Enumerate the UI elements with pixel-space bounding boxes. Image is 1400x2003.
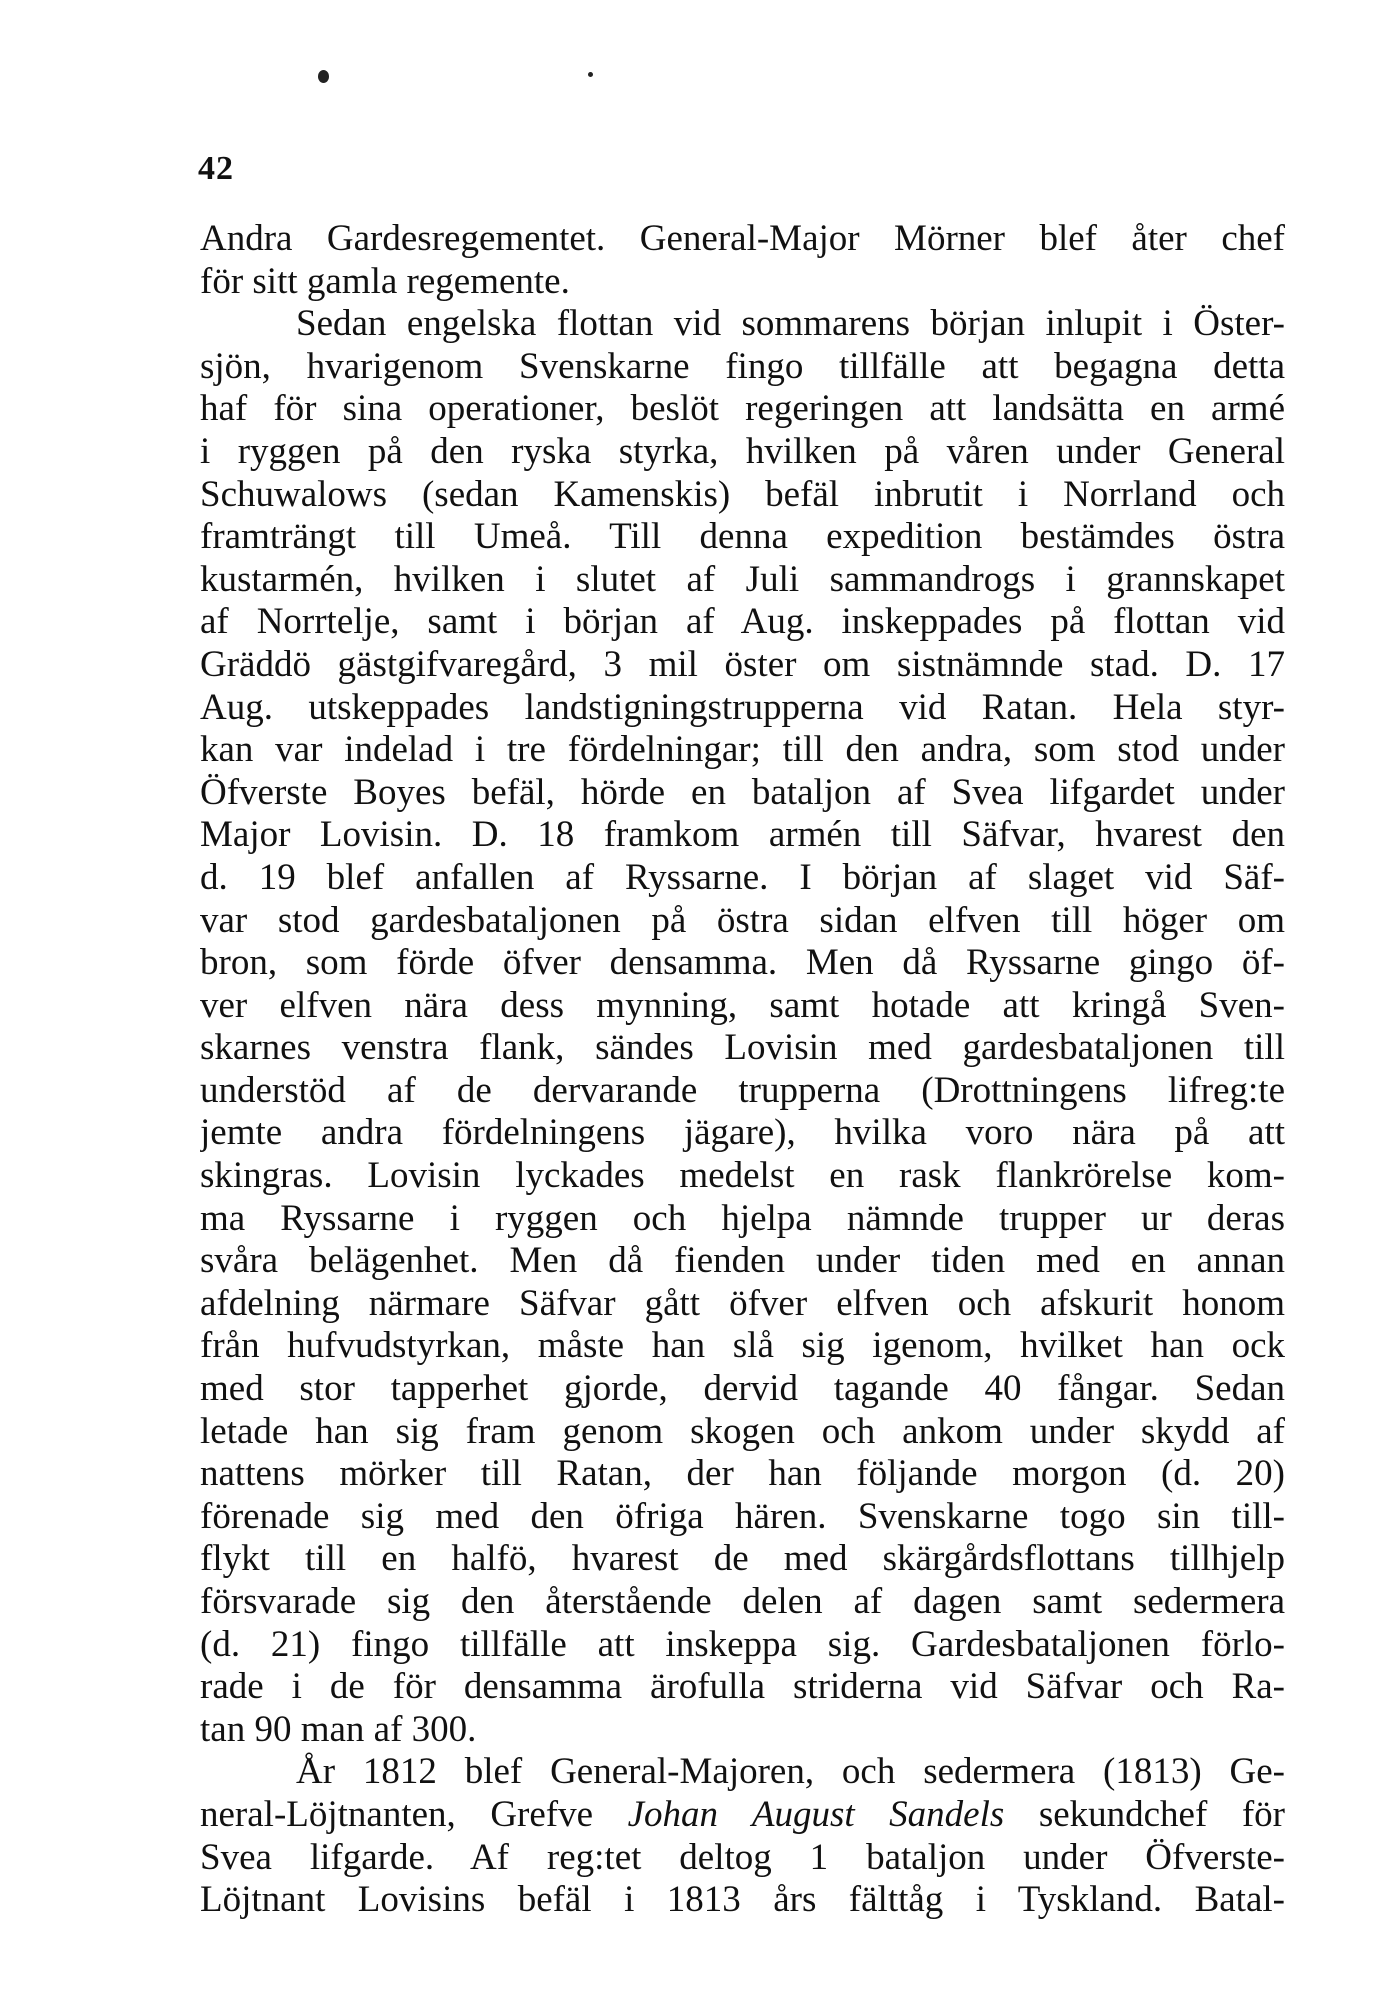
text-line: skingras. Lovisin lyckades medelst en rask flankrörelse kom- bbox=[200, 1155, 1285, 1197]
text-line: svåra belägenhet. Men då fienden under tiden med en annan bbox=[200, 1240, 1285, 1282]
text-line: letade han sig fram genom skogen och ankom under skydd af bbox=[200, 1410, 1285, 1452]
text-line: jemte andra fördelningens jägare), hvilka voro nära på att bbox=[200, 1112, 1285, 1154]
text-line: Öfverste Boyes befäl, hörde en bataljon af Svea lifgardet under bbox=[200, 771, 1285, 813]
text-line: flykt till en halfö, hvarest de med skärgårdsflottans tillhjelp bbox=[200, 1538, 1285, 1580]
text-line: Aug. utskeppades landstigningstrupperna vid Ratan. Hela styr- bbox=[200, 686, 1285, 728]
text-line: var stod gardesbataljonen på östra sidan elfven till höger om bbox=[200, 899, 1285, 941]
text-line: nattens mörker till Ratan, der han följande morgon (d. 20) bbox=[200, 1453, 1285, 1495]
text-line: skarnes venstra flank, sändes Lovisin med gardesbataljonen till bbox=[200, 1027, 1285, 1069]
print-speck bbox=[318, 70, 329, 83]
italic-name: Johan August Sandels bbox=[627, 1793, 1005, 1835]
text-line: Gräddö gästgifvaregård, 3 mil öster om sistnämnde stad. D. 17 bbox=[200, 643, 1285, 685]
text-line: sjön, hvarigenom Svenskarne fingo tillfälle att begagna detta bbox=[200, 345, 1285, 387]
text-line: ma Ryssarne i ryggen och hjelpa nämnde trupper ur deras bbox=[200, 1197, 1285, 1239]
text-line: d. 19 blef anfallen af Ryssarne. I början af slaget vid Säf- bbox=[200, 856, 1285, 898]
text-line: Sedan engelska flottan vid sommarens början inlupit i Öster- bbox=[296, 303, 1285, 345]
text-line: rade i de för densamma ärofulla striderna vid Säfvar och Ra- bbox=[200, 1666, 1285, 1708]
text-line: haf för sina operationer, beslöt regeringen att landsätta en armé bbox=[200, 388, 1285, 430]
text-line: ver elfven nära dess mynning, samt hotade att kringå Sven- bbox=[200, 984, 1285, 1026]
text-line: tan 90 man af 300. bbox=[200, 1708, 477, 1750]
text-line: Major Lovisin. D. 18 framkom armén till Säfvar, hvarest den bbox=[200, 814, 1285, 856]
text-line: understöd af de dervarande trupperna (Drottningens lifreg:te bbox=[200, 1069, 1285, 1111]
text-line: Schuwalows (sedan Kamenskis) befäl inbrutit i Norrland och bbox=[200, 473, 1285, 515]
text-line: kan var indelad i tre fördelningar; till den andra, som stod under bbox=[200, 729, 1285, 771]
text-line: från hufvudstyrkan, måste han slå sig igenom, hvilket han ock bbox=[200, 1325, 1285, 1367]
text-line: förenade sig med den öfriga hären. Svenskarne togo sin till- bbox=[200, 1495, 1285, 1537]
text-segment: neral-Löjtnanten, Grefve bbox=[200, 1793, 628, 1835]
text-line: Andra Gardesregementet. General-Major Mörner blef åter chef bbox=[200, 218, 1285, 259]
text-line: afdelning närmare Säfvar gått öfver elfven och afskurit honom bbox=[200, 1282, 1285, 1324]
text-line: i ryggen på den ryska styrka, hvilken på våren under General bbox=[200, 430, 1285, 472]
text-segment: sekundchef för bbox=[1004, 1793, 1285, 1835]
text-line: kustarmén, hvilken i slutet af Juli sammandrogs i grannskapet bbox=[200, 558, 1285, 600]
text-line bbox=[200, 1794, 1285, 1837]
text-line: försvarade sig den återstående delen af dagen samt sedermera bbox=[200, 1581, 1285, 1622]
text-line: Svea lifgarde. Af reg:tet deltog 1 bataljon under Öfverste- bbox=[200, 1836, 1285, 1878]
text-line: framträngt till Umeå. Till denna expedition bestämdes östra bbox=[200, 516, 1285, 558]
text-line: med stor tapperhet gjorde, dervid tagande 40 fångar. Sedan bbox=[200, 1368, 1285, 1410]
text-line: af Norrtelje, samt i början af Aug. inskeppades på flottan vid bbox=[200, 601, 1285, 643]
text-line: Löjtnant Lovisins befäl i 1813 års fälttåg i Tyskland. Batal- bbox=[200, 1879, 1285, 1921]
text-line: (d. 21) fingo tillfälle att inskeppa sig. Gardesbataljonen förlo- bbox=[200, 1623, 1285, 1665]
print-speck bbox=[588, 72, 593, 77]
text-line: för sitt gamla regemente. bbox=[200, 260, 570, 302]
text-line: År 1812 blef General-Majoren, och sedermera (1813) Ge- bbox=[296, 1751, 1285, 1793]
body-text bbox=[200, 218, 1285, 1922]
page-number: 42 bbox=[198, 150, 234, 187]
text-line: bron, som förde öfver densamma. Men då Ryssarne gingo öf- bbox=[200, 942, 1285, 984]
